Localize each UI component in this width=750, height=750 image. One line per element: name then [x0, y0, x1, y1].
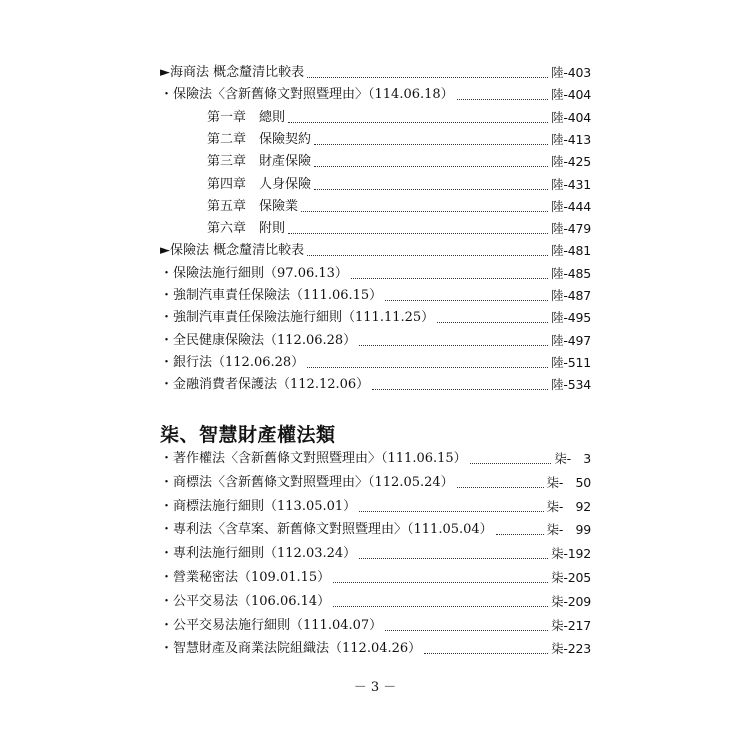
entry-page-ref: 陸-425 — [551, 154, 591, 170]
toc-entry — [160, 330, 591, 350]
toc-entry — [160, 638, 591, 658]
entry-title: 保險法施行細則（97.06.13） — [173, 265, 348, 281]
bullet-marker: ・ — [160, 522, 174, 538]
toc-chapter-entry — [207, 107, 591, 127]
dot-leader — [496, 534, 544, 535]
dot-leader — [288, 233, 548, 234]
toc-entry — [160, 307, 591, 327]
entry-page-ref: 柒- 50 — [546, 474, 591, 490]
entry-title: 海商法 概念釐清比較表 — [170, 65, 305, 80]
entry-page-ref: 陸-534 — [551, 377, 591, 393]
dot-leader — [314, 189, 548, 190]
dot-leader — [314, 166, 548, 167]
dot-leader — [307, 367, 548, 368]
entry-title: 銀行法（112.06.28） — [173, 354, 305, 370]
section-heading: 柒、智慧財產權法類 — [160, 424, 336, 446]
dot-leader — [307, 77, 548, 78]
toc-chapter-entry — [207, 218, 591, 238]
dot-leader — [301, 211, 548, 212]
arrow-marker-icon: ► — [160, 243, 170, 259]
entry-title: 第三章 財產保險 — [207, 154, 312, 170]
entry-title: 全民健康保險法（112.06.28） — [173, 332, 357, 348]
dot-leader — [372, 389, 548, 390]
dot-leader — [424, 653, 548, 654]
entry-page-ref: 陸-413 — [551, 131, 591, 147]
entry-page-ref: 陸-481 — [551, 243, 591, 259]
dot-leader — [288, 122, 548, 123]
bullet-marker: ・ — [160, 377, 174, 393]
arrow-marker-icon: ► — [160, 65, 170, 80]
entry-page-ref: 陸-431 — [551, 176, 591, 192]
toc-entry — [160, 352, 591, 372]
entry-page-ref: 陸-444 — [551, 198, 591, 214]
dot-leader — [359, 345, 548, 346]
entry-page-ref: 陸-497 — [551, 332, 591, 348]
dot-leader — [385, 300, 548, 301]
toc-chapter-entry — [207, 196, 591, 216]
toc-entry — [160, 285, 591, 305]
entry-title: 保險法〈含新舊條文對照暨理由〉（114.06.18） — [173, 87, 454, 103]
bullet-marker: ・ — [160, 641, 174, 657]
entry-page-ref: 陸-495 — [551, 310, 591, 326]
toc-entry — [160, 543, 591, 563]
toc-chapter-entry — [207, 174, 591, 194]
entry-page-ref: 柒-217 — [551, 617, 591, 633]
entry-page-ref: 柒- 99 — [546, 522, 591, 538]
bullet-marker: ・ — [160, 617, 174, 633]
dot-leader — [307, 255, 548, 256]
bullet-marker: ・ — [160, 288, 174, 303]
bullet-marker: ・ — [160, 87, 174, 103]
entry-title: 第一章 總則 — [207, 109, 286, 125]
entry-title: 專利法施行細則（112.03.24） — [173, 546, 357, 562]
dot-leader — [333, 582, 548, 583]
entry-title: 強制汽車責任保險法施行細則（111.11.25） — [173, 310, 435, 326]
entry-title: 強制汽車責任保險法（111.06.15） — [173, 288, 383, 303]
entry-page-ref: 陸-404 — [551, 87, 591, 103]
bullet-marker: ・ — [160, 498, 174, 514]
entry-title: 營業秘密法（109.01.15） — [173, 570, 331, 585]
dot-leader — [457, 487, 544, 488]
toc-entry — [160, 263, 591, 283]
bullet-marker: ・ — [160, 451, 174, 466]
entry-page-ref: 柒-192 — [551, 546, 591, 562]
toc-chapter-entry — [207, 151, 591, 171]
entry-page-ref: 柒-205 — [551, 570, 591, 585]
entry-title: 第六章 附則 — [207, 221, 286, 237]
entry-page-ref: 陸-487 — [551, 288, 591, 303]
entry-title: 保險法 概念釐清比較表 — [170, 243, 305, 259]
entry-title: 專利法〈含草案、新舊條文對照暨理由〉（111.05.04） — [173, 522, 493, 538]
dot-leader — [351, 278, 548, 279]
toc-entry — [160, 472, 591, 492]
entry-title: 第四章 人身保險 — [207, 176, 312, 192]
entry-title: 公平交易法施行細則（111.04.07） — [173, 617, 383, 633]
toc-entry — [160, 567, 591, 587]
entry-page-ref: 陸-479 — [551, 221, 591, 237]
dot-leader — [359, 558, 548, 559]
dot-leader — [470, 463, 552, 464]
dot-leader — [385, 630, 548, 631]
bullet-marker: ・ — [160, 474, 174, 490]
bullet-marker: ・ — [160, 593, 174, 609]
bullet-marker: ・ — [160, 310, 174, 326]
bullet-marker: ・ — [160, 332, 174, 348]
toc-entry — [160, 591, 591, 611]
toc-entry — [160, 240, 591, 260]
toc-entry — [160, 62, 591, 82]
entry-title: 智慧財產及商業法院組織法（112.04.26） — [173, 641, 422, 657]
dot-leader — [359, 511, 543, 512]
bullet-marker: ・ — [160, 354, 174, 370]
entry-page-ref: 柒- 92 — [546, 498, 591, 514]
entry-title: 公平交易法（106.06.14） — [173, 593, 331, 609]
toc-entry — [160, 519, 591, 539]
entry-title: 著作權法〈含新舊條文對照暨理由〉（111.06.15） — [173, 451, 467, 466]
toc-entry — [160, 496, 591, 516]
toc-entry — [160, 84, 591, 104]
entry-page-ref: 陸-485 — [551, 265, 591, 281]
dot-leader — [314, 144, 548, 145]
entry-title: 商標法施行細則（113.05.01） — [173, 498, 357, 514]
page-number: － 3 － — [353, 680, 397, 695]
dot-leader — [457, 99, 548, 100]
entry-title: 金融消費者保護法（112.12.06） — [173, 377, 370, 393]
bullet-marker: ・ — [160, 265, 174, 281]
dot-leader — [333, 606, 548, 607]
entry-page-ref: 柒- 3 — [554, 451, 591, 466]
entry-page-ref: 陸-511 — [551, 354, 591, 370]
toc-entry — [160, 374, 591, 394]
toc-entry — [160, 448, 591, 468]
entry-title: 商標法〈含新舊條文對照暨理由〉（112.05.24） — [173, 474, 454, 490]
entry-page-ref: 柒-223 — [551, 641, 591, 657]
toc-chapter-entry — [207, 129, 591, 149]
toc-entry — [160, 615, 591, 635]
bullet-marker: ・ — [160, 570, 174, 585]
entry-title: 第五章 保險業 — [207, 198, 299, 214]
bullet-marker: ・ — [160, 546, 174, 562]
entry-page-ref: 陸-403 — [551, 65, 591, 80]
entry-page-ref: 陸-404 — [551, 109, 591, 125]
dot-leader — [437, 322, 548, 323]
entry-title: 第二章 保險契約 — [207, 131, 312, 147]
entry-page-ref: 柒-209 — [551, 593, 591, 609]
